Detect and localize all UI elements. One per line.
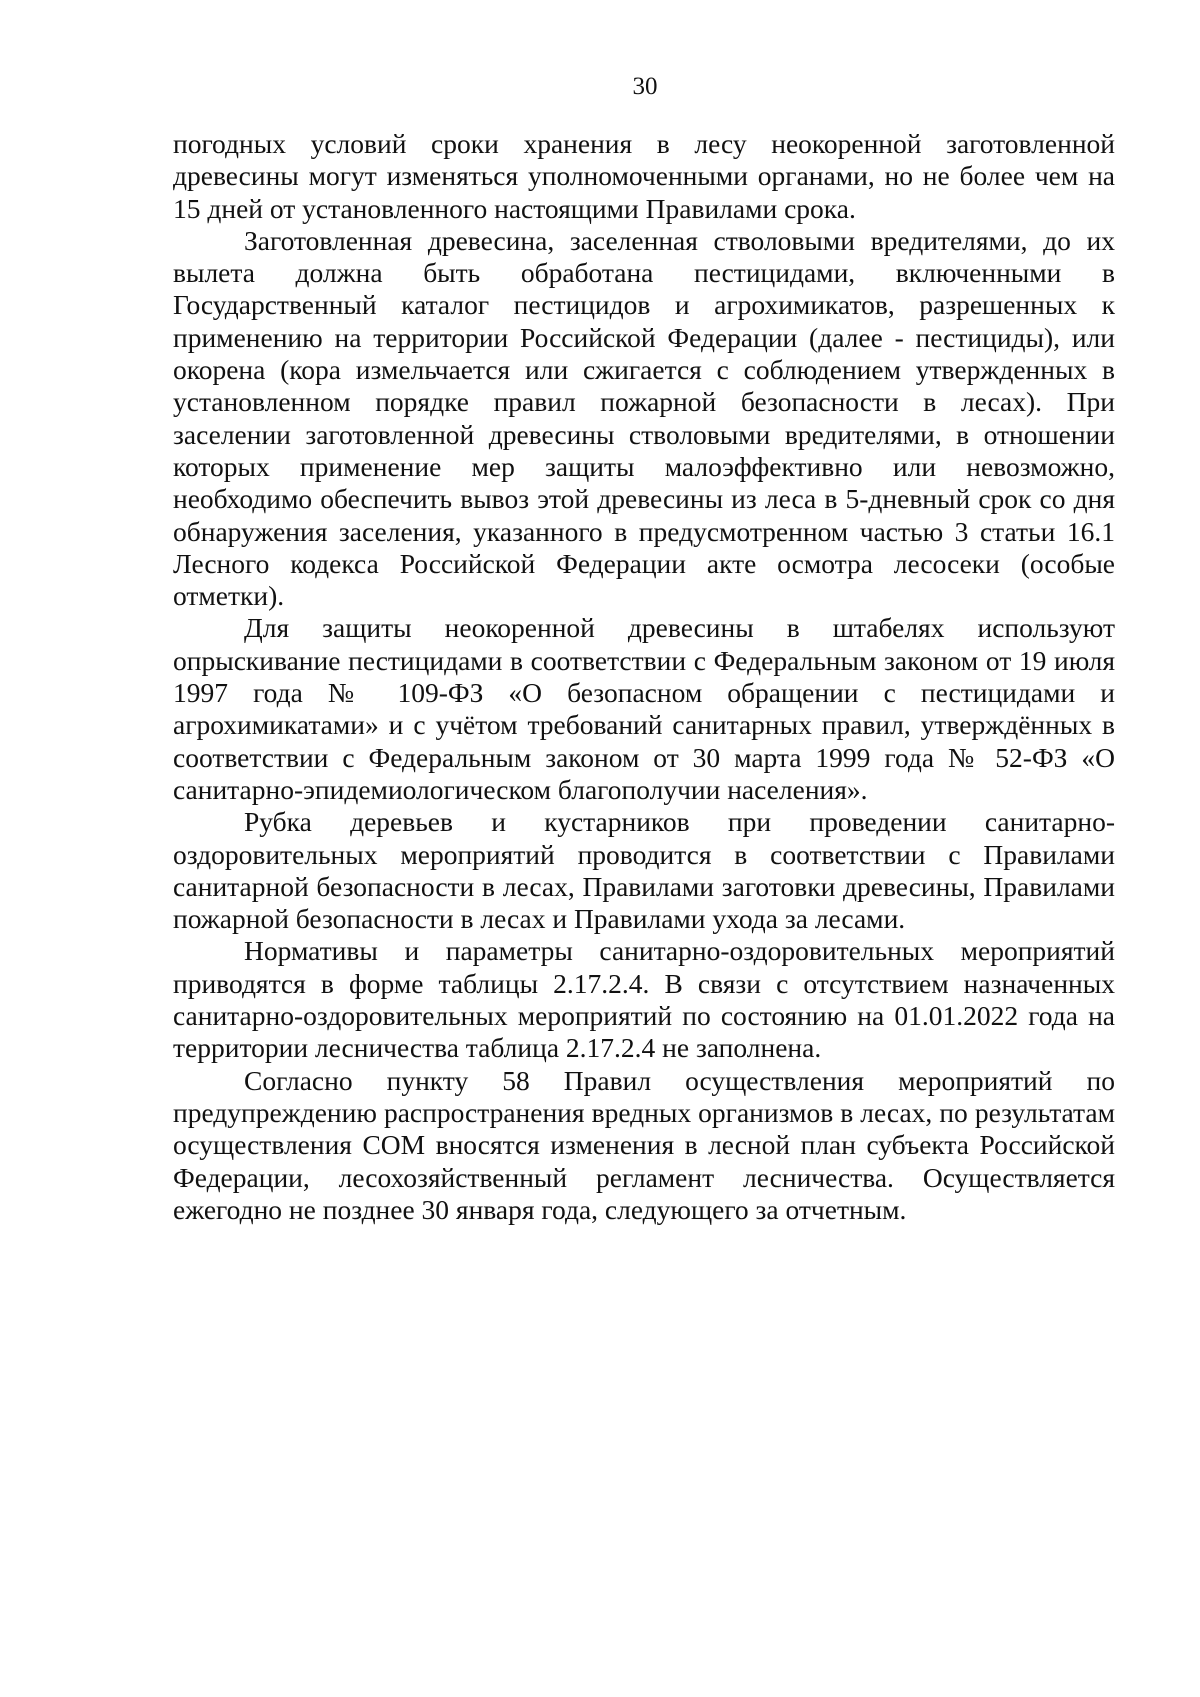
paragraph-continuation: погодных условий сроки хранения в лесу неокоренной заготовленной древесины могут изменяться уполномоченными органами, но не более чем на 15 дней от установленного настоящими Правилами срока. xyxy=(173,128,1115,224)
paragraph-tree-felling: Рубка деревьев и кустарников при проведении санитарно-оздоровительных мероприятий проводится в соответствии с Правилами санитарной безопасности в лесах, Правилами заготовки древесины, Правилами пожарной безопасности в лесах и Правилами ухода за лесами. xyxy=(173,806,1115,935)
paragraph-rules-point-58: Согласно пункту 58 Правил осуществления мероприятий по предупреждению распространения вредных организмов в лесах, по результатам осуществления СОМ вносятся изменения в лесной план субъекта Российской Федерации, лесохозяйственный регламент лесничества. Осуществляется ежегодно не позднее 30 января года, следующего за отчетным. xyxy=(173,1064,1115,1225)
body-text xyxy=(173,128,1115,1226)
paragraph-pesticide-spraying: Для защиты неокоренной древесины в штабелях используют опрыскивание пестицидами в соответствии с Федеральным законом от 19 июля 1997 года № 109-ФЗ «О безопасном обращении с пестицидами и агрохимикатами» и с учётом требований санитарных правил, утверждённых в соответствии с Федеральным законом от 30 марта 1999 года № 52-ФЗ «О санитарно-эпидемиологическом благополучии населения». xyxy=(173,612,1115,805)
page-number: 30 xyxy=(632,73,658,100)
paragraph-norms-parameters: Нормативы и параметры санитарно-оздоровительных мероприятий приводятся в форме таблицы 2.17.2.4. В связи с отсутствием назначенных санитарно-оздоровительных мероприятий по состоянию на 01.01.2022 года на территории лесничества таблица 2.17.2.4 не заполнена. xyxy=(173,935,1115,1064)
paragraph-harvested-wood-treatment: Заготовленная древесина, заселенная стволовыми вредителями, до их вылета должна быть обработана пестицидами, включенными в Государственный каталог пестицидов и агрохимикатов, разрешенных к применению на территории Российской Федерации (далее - пестициды), или окорена (кора измельчается или сжигается с соблюдением утвержденных в установленном порядке правил пожарной безопасности в лесах). При заселении заготовленной древесины стволовыми вредителями, в отношении которых применение мер защиты малоэффективно или невозможно, необходимо обеспечить вывоз этой древесины из леса в 5-дневный срок со дня обнаружения заселения, указанного в предусмотренном частью 3 статьи 16.1 Лесного кодекса Российской Федерации акте осмотра лесосеки (особые отметки). xyxy=(173,224,1115,612)
